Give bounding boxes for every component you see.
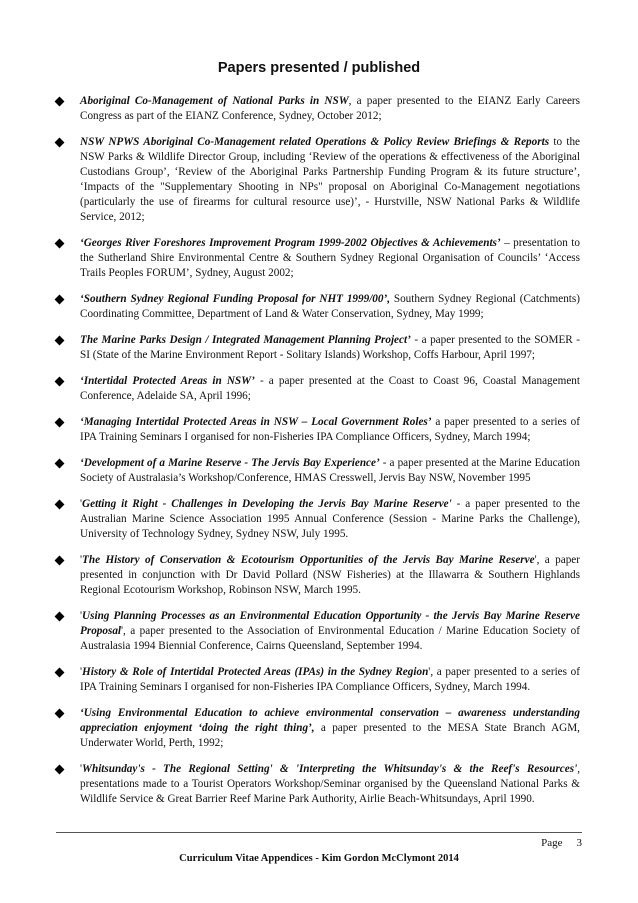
- diamond-bullet-icon: [56, 613, 64, 621]
- page-title: Papers presented / published: [217, 60, 421, 76]
- paper-details: a paper presented to the MESA State Branch AGM, Underwater World, Perth, 1992;: [80, 722, 580, 749]
- paper-title: Using Planning Processes as an Environmental Education Opportunity - the Jervis Bay Marine Reserve Proposal: [80, 610, 580, 637]
- paper-details: to the NSW Parks & Wildlife Director Group, including ‘Review of the operations & effectiveness of the Aboriginal Custodians Group’, ‘Review of the Aboriginal Parks Partnership Funding Program & its future structure’, ‘Impacts of the "Supplementary Shooting in NPs" proposal on Aboriginal Co-Management negotiations (particularly the use of firearms for cultural resource use)’, - Hurstville, NSW National Parks & Wildlife Service, 2012;: [80, 136, 580, 223]
- list-item: [56, 456, 580, 486]
- diamond-bullet-icon: [56, 669, 64, 677]
- paper-title: Aboriginal Co-Management of National Parks in NSW: [80, 95, 349, 107]
- page-number: [527, 837, 582, 849]
- diamond-bullet-icon: [56, 337, 64, 345]
- list-item: [56, 497, 580, 542]
- paper-title: History & Role of Intertidal Protected Areas (IPAs) in the Sydney Region: [82, 666, 429, 678]
- list-item: [56, 665, 580, 695]
- paper-title: The Marine Parks Design / Integrated Management Planning Project’: [80, 334, 411, 346]
- footer-text: Curriculum Vitae Appendices - Kim Gordon McClymont 2014: [179, 853, 459, 864]
- diamond-bullet-icon: [56, 419, 64, 427]
- paper-details: - a paper presented to the Australian Marine Science Association 1995 Annual Conference (Session - Marine Parks the Challenge), University of Technology Sydney, Sydney NSW, July 1995.: [80, 498, 580, 540]
- list-item: [56, 762, 580, 807]
- list-item: [56, 333, 580, 363]
- diamond-bullet-icon: [56, 139, 64, 147]
- footer-divider: [56, 832, 582, 833]
- paper-prefix: ': [80, 763, 83, 775]
- paper-title: Getting it Right - Challenges in Developing the Jervis Bay Marine Reserve': [82, 498, 452, 510]
- paper-title: ‘Southern Sydney Regional Funding Proposal for NHT 1999/00’,: [80, 293, 391, 305]
- paper-prefix: ': [80, 498, 83, 510]
- paper-details: a paper presented to a series of IPA Training Seminars I organised for non-Fisheries IPA Compliance Officers, Sydney, March 1994;: [80, 416, 581, 443]
- list-item: [56, 609, 580, 654]
- list-item: [56, 706, 580, 751]
- paper-title: ‘Managing Intertidal Protected Areas in NSW – Local Government Roles’: [80, 416, 432, 428]
- list-item: [56, 292, 580, 322]
- paper-title: ‘Using Environmental Education to achieve environmental conservation – awareness understanding appreciation enjoyment ‘doing the right thing’,: [80, 707, 580, 734]
- list-item: [56, 415, 580, 445]
- papers-list: [56, 94, 580, 818]
- paper-details: - a paper presented at the Coast to Coast 96, Coastal Management Conference, Adelaide SA, April 1996;: [80, 375, 580, 402]
- diamond-bullet-icon: [56, 501, 64, 509]
- paper-details: ', a paper presented in conjunction with Dr David Pollard (NSW Fisheries) at the Illawarra & Southern Highlands Regional Ecotourism Workshop, Robinson NSW, March 1995.: [80, 554, 581, 596]
- paper-title: Whitsunday's - The Regional Setting' & 'Interpreting the Whitsunday's & the Reef's Resources': [82, 763, 578, 775]
- diamond-bullet-icon: [56, 460, 64, 468]
- paper-title: ‘Development of a Marine Reserve - The Jervis Bay Experience’: [80, 457, 380, 469]
- paper-prefix: ': [80, 666, 83, 678]
- paper-title: ‘Intertidal Protected Areas in NSW’: [80, 375, 255, 387]
- diamond-bullet-icon: [56, 98, 64, 106]
- paper-details: - a paper presented to the SOMER - SI (State of the Marine Environment Report - Solitary Islands) Workshop, Coffs Harbour, April 1997;: [80, 334, 580, 361]
- list-item: [56, 553, 580, 598]
- page-label: Page: [541, 837, 563, 849]
- list-item: [56, 374, 580, 404]
- paper-details: Southern Sydney Regional (Catchments) Coordinating Committee, Department of Land & Water Conservation, Sydney, May 1999;: [80, 293, 580, 320]
- paper-prefix: ': [80, 610, 83, 622]
- diamond-bullet-icon: [56, 378, 64, 386]
- diamond-bullet-icon: [56, 557, 64, 565]
- paper-title: NSW NPWS Aboriginal Co-Management related Operations & Policy Review Briefings & Reports: [80, 136, 550, 148]
- paper-details: – presentation to the Sutherland Shire Environmental Centre & Southern Sydney Regional Organisation of Councils’ ‘Access Trails Peoples FORUM’, Sydney, August 2002;: [80, 237, 580, 279]
- paper-details: ', a paper presented to the Association of Environmental Education / Marine Education Society of Australasia 1994 Biennial Conference, Cairns Queensland, September 1994.: [80, 625, 580, 652]
- list-item: [56, 135, 580, 225]
- paper-details: - a paper presented at the Marine Education Society of Australasia’s Workshop/Conference, HMAS Cresswell, Jervis Bay NSW, November 1995: [80, 457, 580, 484]
- page-number-value: 3: [576, 837, 582, 849]
- paper-prefix: ': [80, 554, 83, 566]
- list-item: [56, 236, 580, 281]
- paper-details: , presentations made to a Tourist Operators Workshop/Seminar organised by the Queensland National Parks & Wildlife Service & Great Barrier Reef Marine Park Authority, Airlie Beach-Whitsundays, April 1990.: [80, 763, 580, 805]
- diamond-bullet-icon: [56, 240, 64, 248]
- paper-details: , a paper presented to the EIANZ Early Careers Congress as part of the EIANZ Conference, Sydney, October 2012;: [80, 95, 580, 122]
- paper-title: The History of Conservation & Ecotourism Opportunities of the Jervis Bay Marine Reserve: [82, 554, 535, 566]
- paper-details: ', a paper presented to a series of IPA Training Seminars I organised for non-Fisheries IPA Compliance Officers, Sydney, March 1994.: [80, 666, 581, 693]
- diamond-bullet-icon: [56, 710, 64, 718]
- list-item: [56, 94, 580, 124]
- diamond-bullet-icon: [56, 296, 64, 304]
- diamond-bullet-icon: [56, 766, 64, 774]
- paper-title: ‘Georges River Foreshores Improvement Program 1999-2002 Objectives & Achievements’: [80, 237, 501, 249]
